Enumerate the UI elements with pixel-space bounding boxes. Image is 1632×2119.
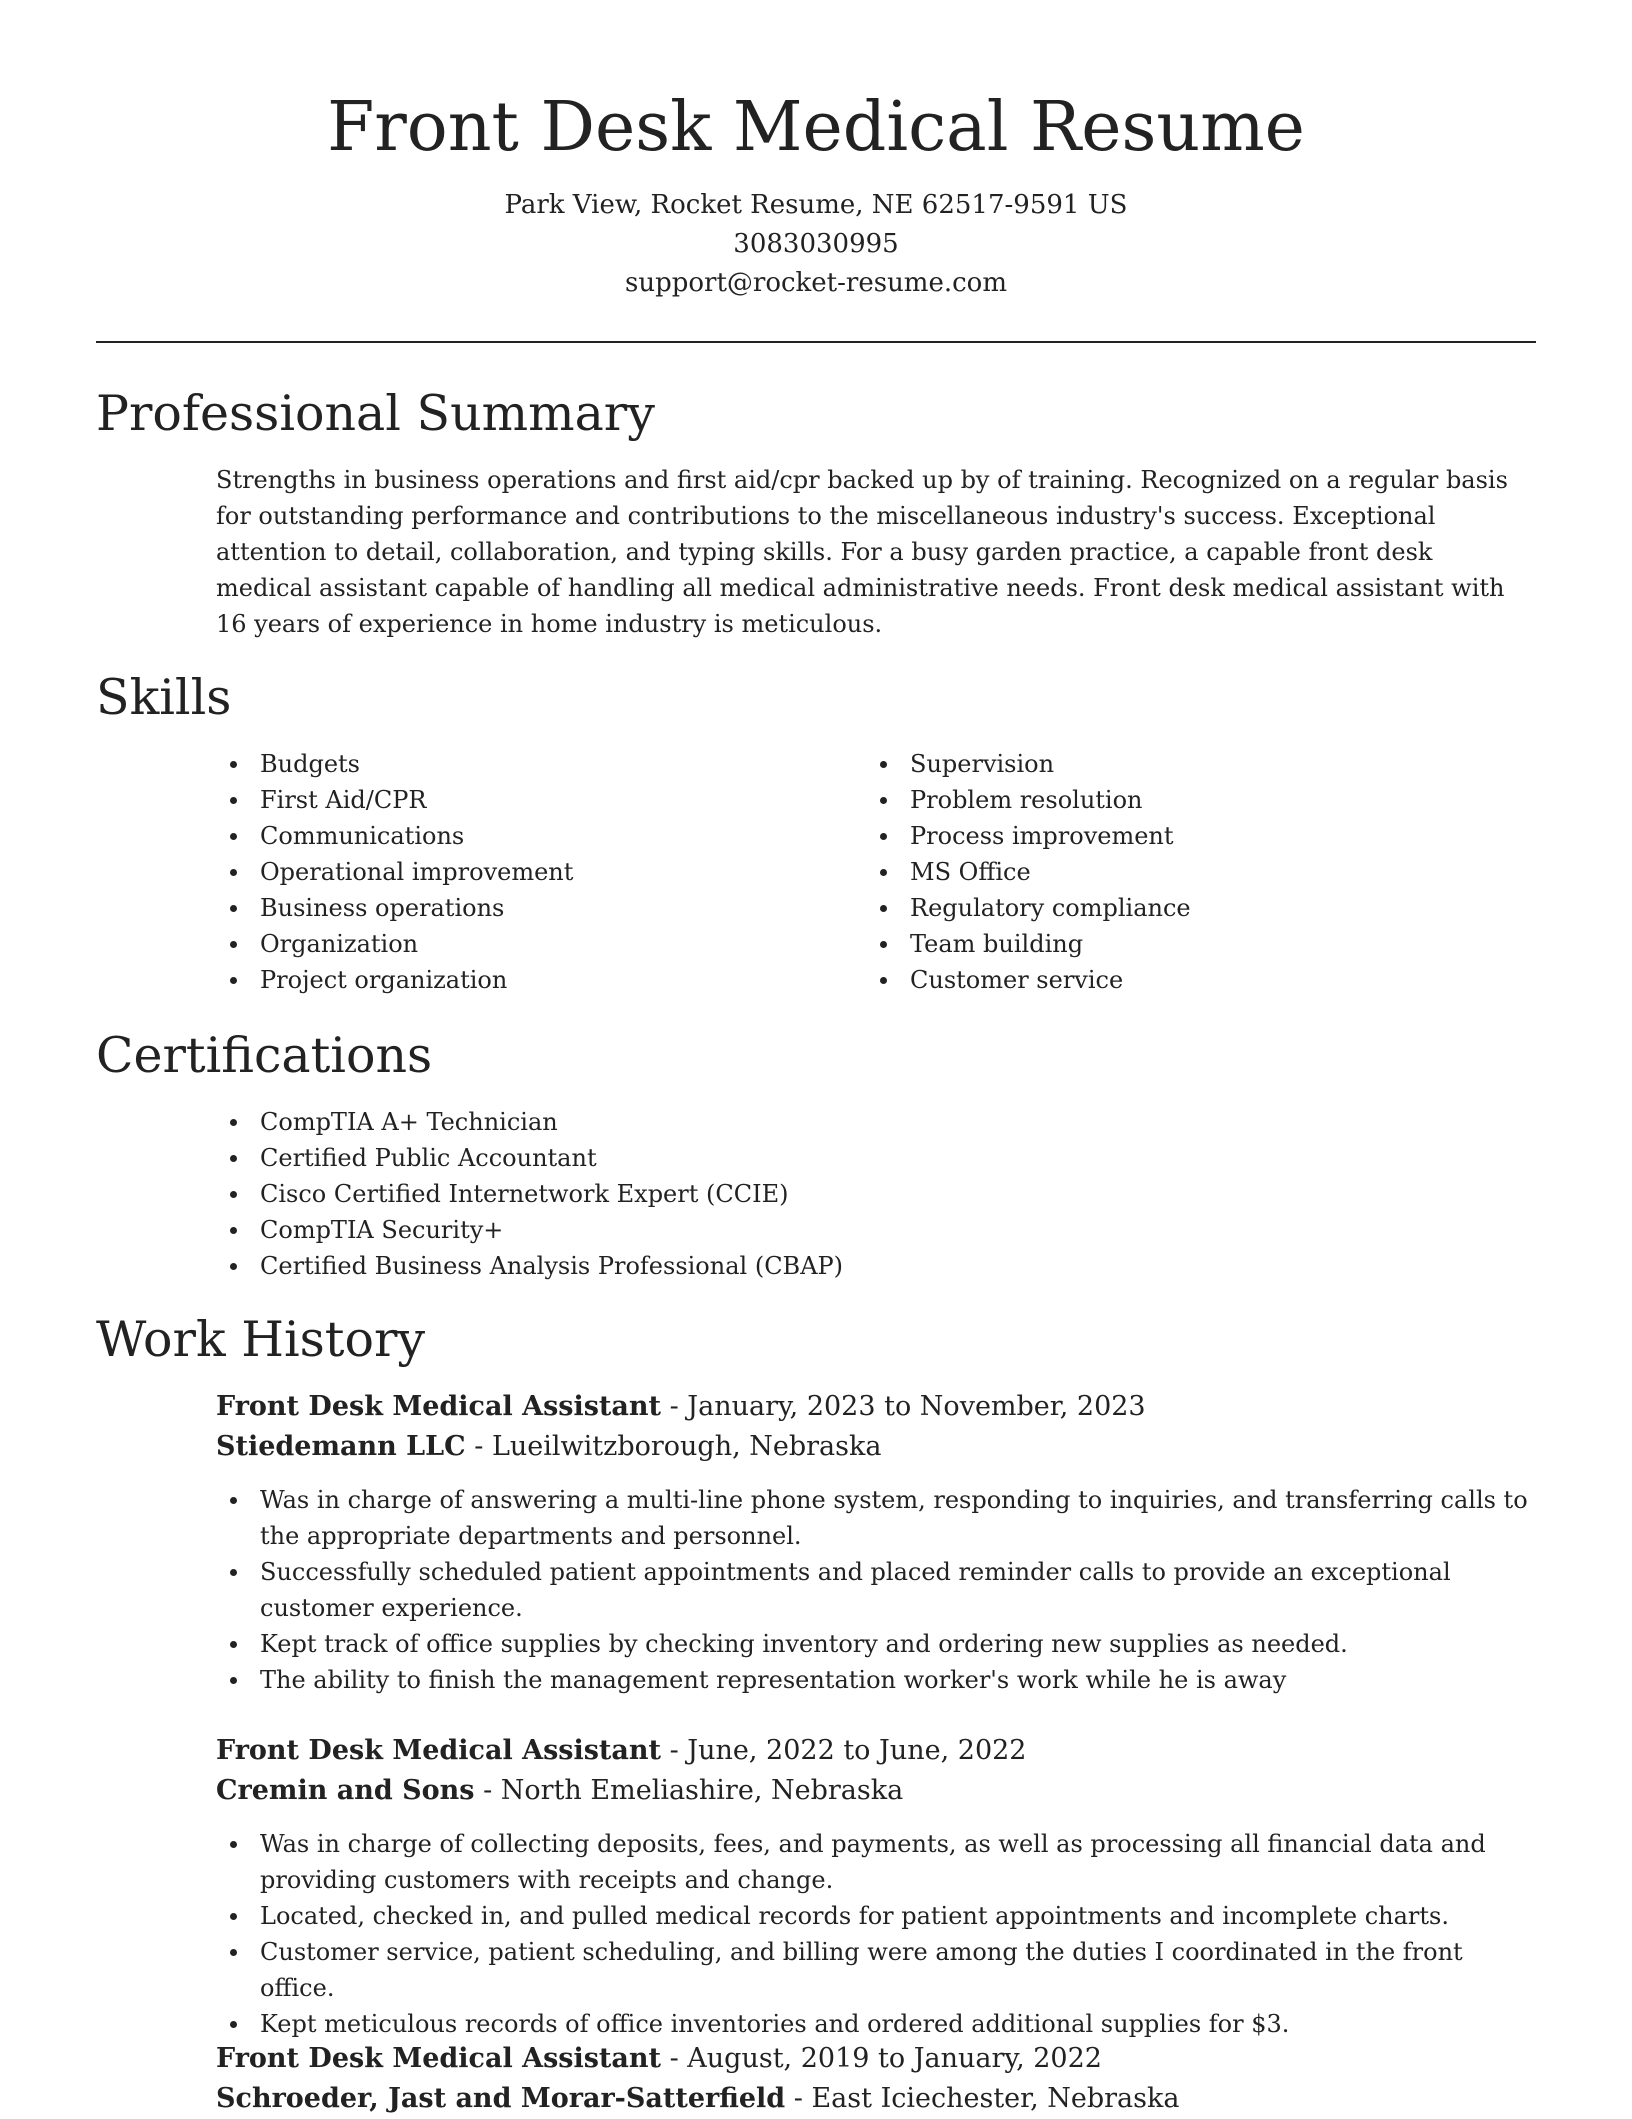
job-duties-list — [216, 1482, 1536, 1698]
skill-item: Budgets — [216, 746, 816, 782]
job-location: - East Iciechester, Nebraska — [785, 2083, 1180, 2114]
contact-email: support@rocket-resume.com — [624, 268, 1007, 298]
skill-item: Supervision — [866, 746, 1466, 782]
job-duty: Kept track of office supplies by checking inventory and ordering new supplies as needed. — [216, 1626, 1536, 1662]
job-location: - North Emeliashire, Nebraska — [474, 1775, 904, 1806]
job-duty: Customer service, patient scheduling, and billing were among the duties I coordinated in the front office. — [216, 1934, 1536, 2006]
job-duty: Was in charge of answering a multi-line phone system, responding to inquiries, and transferring calls to the appropriate departments and personnel. — [216, 1482, 1536, 1554]
job-location: - Lueilwitzborough, Nebraska — [465, 1431, 882, 1462]
contact-info — [0, 186, 1632, 303]
skill-item: Regulatory compliance — [866, 890, 1466, 926]
job-duty: Kept meticulous records of office inventories and ordered additional supplies for $3. — [216, 2006, 1536, 2042]
summary-text: Strengths in business operations and first aid/cpr backed up by of training. Recognized on a regular basis for outstanding performance and contributions to the miscellaneous industry's success. Exceptional attention to detail, collaboration, and typing skills. For a busy garden practice, a capable front desk medical assistant capable of handling all medical administrative needs. Front desk medical assistant with 16 years of experience in home industry is meticulous. — [216, 466, 1508, 638]
skills-list-left — [216, 746, 816, 998]
skill-item: Customer service — [866, 962, 1466, 998]
job-company-line — [216, 1427, 881, 1467]
skill-item: Business operations — [216, 890, 816, 926]
skill-item: MS Office — [866, 854, 1466, 890]
certification-item: CompTIA A+ Technician — [216, 1104, 1516, 1140]
job-dates: - January, 2023 to November, 2023 — [661, 1391, 1146, 1422]
job-duty: Was in charge of collecting deposits, fees, and payments, as well as processing all financial data and providing customers with receipts and change. — [216, 1826, 1536, 1898]
skill-item: Communications — [216, 818, 816, 854]
header-divider — [96, 341, 1536, 343]
job-duty: Successfully scheduled patient appointments and placed reminder calls to provide an exceptional customer experience. — [216, 1554, 1536, 1626]
job-company: Stiedemann LLC — [216, 1431, 466, 1462]
summary-heading: Professional Summary — [96, 385, 655, 442]
certifications-heading: Certifications — [96, 1027, 433, 1084]
skill-item: Organization — [216, 926, 816, 962]
skill-item: Problem resolution — [866, 782, 1466, 818]
resume-header — [0, 86, 1632, 303]
job-dates: - June, 2022 to June, 2022 — [661, 1735, 1027, 1766]
job-role: Front Desk Medical Assistant — [216, 1735, 661, 1766]
certifications-list — [216, 1104, 1516, 1284]
skill-item: Project organization — [216, 962, 816, 998]
job-duties-list — [216, 1826, 1536, 2042]
job-role: Front Desk Medical Assistant — [216, 2043, 661, 2074]
certification-item: Certified Business Analysis Professional (CBAP) — [216, 1248, 1516, 1284]
skill-item: Team building — [866, 926, 1466, 962]
certification-item: Cisco Certified Internetwork Expert (CCIE) — [216, 1176, 1516, 1212]
job-dates: - August, 2019 to January, 2022 — [661, 2043, 1102, 2074]
skills-list-right — [866, 746, 1466, 998]
skill-item: Operational improvement — [216, 854, 816, 890]
job-duty: The ability to finish the management representation worker's work while he is away — [216, 1662, 1536, 1698]
contact-address: Park View, Rocket Resume, NE 62517-9591 US — [504, 190, 1128, 220]
certification-item: CompTIA Security+ — [216, 1212, 1516, 1248]
job-title-line — [216, 2039, 1102, 2079]
job-duty: Located, checked in, and pulled medical records for patient appointments and incomplete charts. — [216, 1898, 1536, 1934]
skill-item: First Aid/CPR — [216, 782, 816, 818]
contact-phone: 3083030995 — [733, 229, 899, 259]
certification-item: Certified Public Accountant — [216, 1140, 1516, 1176]
skill-item: Process improvement — [866, 818, 1466, 854]
work-history-heading: Work History — [96, 1311, 426, 1368]
job-company: Cremin and Sons — [216, 1775, 475, 1806]
skills-heading: Skills — [96, 669, 232, 726]
job-company-line — [216, 1771, 903, 1811]
job-title-line — [216, 1387, 1146, 1427]
resume-name: Front Desk Medical Resume — [327, 88, 1305, 167]
job-company: Schroeder, Jast and Morar-Satterfield — [216, 2083, 786, 2114]
job-company-line — [216, 2079, 1179, 2119]
job-title-line — [216, 1731, 1026, 1771]
job-role: Front Desk Medical Assistant — [216, 1391, 661, 1422]
